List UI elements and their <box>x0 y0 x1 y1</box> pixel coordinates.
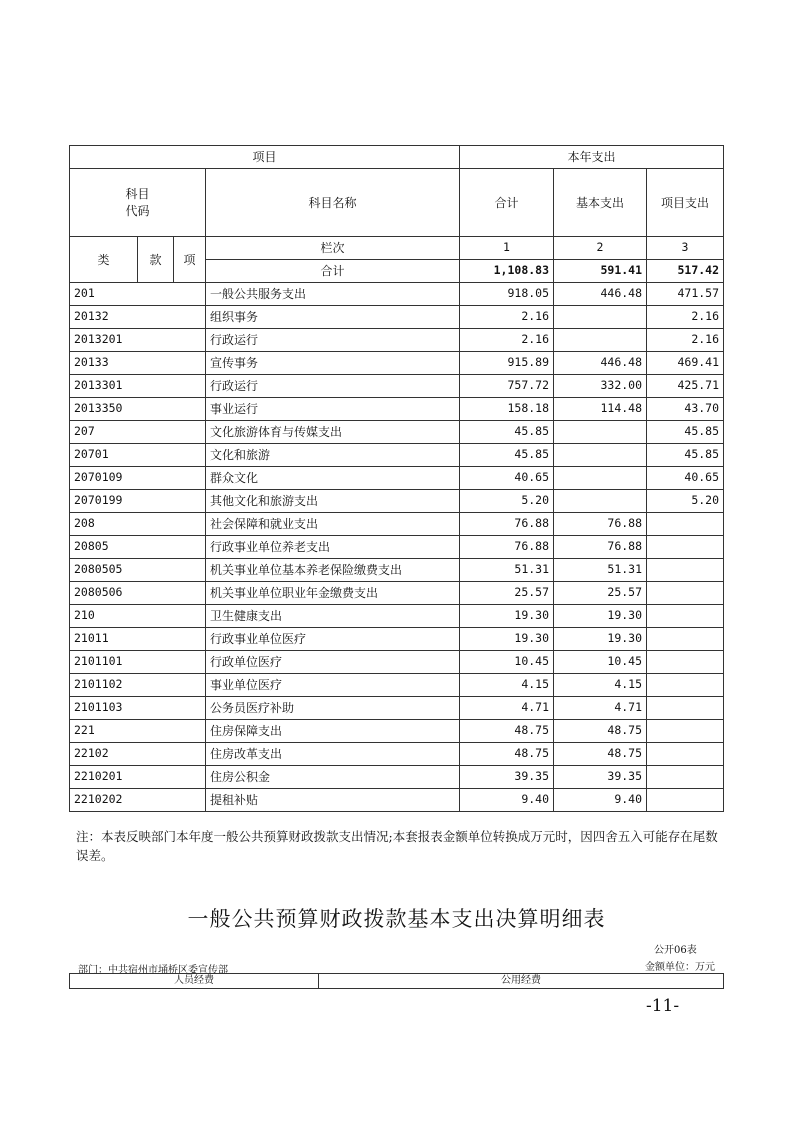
row-project <box>647 628 724 651</box>
row-basic: 446.48 <box>554 283 647 306</box>
row-project <box>647 536 724 559</box>
row-subject-name: 一般公共服务支出 <box>206 283 460 306</box>
row-basic: 332.00 <box>554 375 647 398</box>
row-code: 20133 <box>70 352 206 375</box>
row-project <box>647 720 724 743</box>
department-label: 部门：中共宿州市埇桥区委宣传部 <box>78 965 228 976</box>
row-project <box>647 582 724 605</box>
row-total: 2.16 <box>460 306 554 329</box>
row-code: 20132 <box>70 306 206 329</box>
row-project: 469.41 <box>647 352 724 375</box>
row-total: 4.15 <box>460 674 554 697</box>
table-row <box>70 352 724 375</box>
amount-unit: 金额单位：万元 <box>645 962 715 973</box>
row-total: 45.85 <box>460 444 554 467</box>
row-code: 2101103 <box>70 697 206 720</box>
row-basic <box>554 306 647 329</box>
row-basic: 10.45 <box>554 651 647 674</box>
table-row <box>70 651 724 674</box>
row-basic <box>554 490 647 513</box>
row-basic: 19.30 <box>554 628 647 651</box>
row-total: 19.30 <box>460 605 554 628</box>
sum-basic: 591.41 <box>554 260 647 283</box>
row-project: 40.65 <box>647 467 724 490</box>
row-subject-name: 宣传事务 <box>206 352 460 375</box>
table-row <box>70 743 724 766</box>
row-project <box>647 766 724 789</box>
column-1: 1 <box>460 237 554 260</box>
row-project: 471.57 <box>647 283 724 306</box>
row-project <box>647 789 724 812</box>
header-basic: 基本支出 <box>554 169 647 237</box>
row-subject-name: 事业运行 <box>206 398 460 421</box>
row-project <box>647 674 724 697</box>
row-project: 5.20 <box>647 490 724 513</box>
header-year-expense: 本年支出 <box>460 146 724 169</box>
row-subject-name: 卫生健康支出 <box>206 605 460 628</box>
row-subject-name: 机关事业单位职业年金缴费支出 <box>206 582 460 605</box>
row-basic: 39.35 <box>554 766 647 789</box>
table-row <box>70 536 724 559</box>
row-basic <box>554 421 647 444</box>
row-project: 45.85 <box>647 421 724 444</box>
header-project-expense: 项目支出 <box>647 169 724 237</box>
page-number: -11- <box>646 996 680 1016</box>
expense-table <box>69 145 724 812</box>
row-code: 2210201 <box>70 766 206 789</box>
row-total: 39.35 <box>460 766 554 789</box>
row-total: 25.57 <box>460 582 554 605</box>
row-total: 757.72 <box>460 375 554 398</box>
basic-expense-table <box>69 973 724 989</box>
row-basic: 51.31 <box>554 559 647 582</box>
row-subject-name: 行政单位医疗 <box>206 651 460 674</box>
row-code: 210 <box>70 605 206 628</box>
row-project: 2.16 <box>647 329 724 352</box>
row-project <box>647 559 724 582</box>
row-code: 2070109 <box>70 467 206 490</box>
header-project: 项目 <box>70 146 460 169</box>
table-row <box>70 559 724 582</box>
row-total: 51.31 <box>460 559 554 582</box>
row-code: 22102 <box>70 743 206 766</box>
table-row <box>70 490 724 513</box>
row-total: 76.88 <box>460 536 554 559</box>
row-code: 2080506 <box>70 582 206 605</box>
row-total: 9.40 <box>460 789 554 812</box>
row-total: 4.71 <box>460 697 554 720</box>
row-project: 2.16 <box>647 306 724 329</box>
table-row <box>70 444 724 467</box>
row-project <box>647 697 724 720</box>
row-basic: 19.30 <box>554 605 647 628</box>
sum-label: 合计 <box>206 260 460 283</box>
table2-title: 一般公共预算财政拨款基本支出决算明细表 <box>187 907 606 931</box>
row-subject-name: 行政事业单位医疗 <box>206 628 460 651</box>
row-code: 2210202 <box>70 789 206 812</box>
row-project <box>647 605 724 628</box>
row-code: 2101102 <box>70 674 206 697</box>
row-total: 45.85 <box>460 421 554 444</box>
column-3: 3 <box>647 237 724 260</box>
row-subject-name: 住房改革支出 <box>206 743 460 766</box>
row-subject-name: 机关事业单位基本养老保险缴费支出 <box>206 559 460 582</box>
row-total: 10.45 <box>460 651 554 674</box>
row-basic: 4.15 <box>554 674 647 697</box>
row-subject-name: 其他文化和旅游支出 <box>206 490 460 513</box>
row-code: 2070199 <box>70 490 206 513</box>
table-row <box>70 720 724 743</box>
row-subject-name: 提租补贴 <box>206 789 460 812</box>
header-xiang: 项 <box>174 237 206 283</box>
row-basic <box>554 444 647 467</box>
table-row <box>70 674 724 697</box>
row-basic <box>554 467 647 490</box>
row-code: 2013201 <box>70 329 206 352</box>
header-subject-name: 科目名称 <box>206 169 460 237</box>
column-2: 2 <box>554 237 647 260</box>
row-code: 221 <box>70 720 206 743</box>
row-subject-name: 公务员医疗补助 <box>206 697 460 720</box>
row-basic: 446.48 <box>554 352 647 375</box>
row-project <box>647 513 724 536</box>
table-row <box>70 766 724 789</box>
row-basic: 76.88 <box>554 513 647 536</box>
table-row <box>70 467 724 490</box>
table-note: 注：本表反映部门本年度一般公共预算财政拨款支出情况;本套报表金额单位转换成万元时，因四舍五入可能存在尾数误差。 <box>76 829 718 863</box>
row-total: 19.30 <box>460 628 554 651</box>
row-subject-name: 行政运行 <box>206 329 460 352</box>
row-basic: 9.40 <box>554 789 647 812</box>
sum-project: 517.42 <box>647 260 724 283</box>
row-subject-name: 行政事业单位养老支出 <box>206 536 460 559</box>
row-total: 918.05 <box>460 283 554 306</box>
row-subject-name: 文化旅游体育与传媒支出 <box>206 421 460 444</box>
row-code: 2013350 <box>70 398 206 421</box>
col-personnel-expense: 人员经费 <box>70 974 319 989</box>
row-project: 45.85 <box>647 444 724 467</box>
header-column-order: 栏次 <box>206 237 460 260</box>
row-basic: 25.57 <box>554 582 647 605</box>
sum-total: 1,108.83 <box>460 260 554 283</box>
table-row <box>70 605 724 628</box>
row-subject-name: 组织事务 <box>206 306 460 329</box>
row-basic <box>554 329 647 352</box>
row-subject-name: 文化和旅游 <box>206 444 460 467</box>
row-basic: 48.75 <box>554 743 647 766</box>
row-total: 48.75 <box>460 743 554 766</box>
row-code: 207 <box>70 421 206 444</box>
row-code: 21011 <box>70 628 206 651</box>
row-code: 201 <box>70 283 206 306</box>
row-project <box>647 651 724 674</box>
row-basic: 76.88 <box>554 536 647 559</box>
row-basic: 114.48 <box>554 398 647 421</box>
header-total: 合计 <box>460 169 554 237</box>
row-code: 208 <box>70 513 206 536</box>
table-row <box>70 306 724 329</box>
table-row <box>70 421 724 444</box>
row-total: 40.65 <box>460 467 554 490</box>
table-row <box>70 628 724 651</box>
table-row <box>70 513 724 536</box>
row-code: 20805 <box>70 536 206 559</box>
table-row <box>70 697 724 720</box>
row-total: 158.18 <box>460 398 554 421</box>
col-public-expense: 公用经费 <box>319 974 724 989</box>
table-row <box>70 398 724 421</box>
row-code: 20701 <box>70 444 206 467</box>
row-subject-name: 住房保障支出 <box>206 720 460 743</box>
table-row <box>70 283 724 306</box>
table-row <box>70 582 724 605</box>
row-total: 48.75 <box>460 720 554 743</box>
header-lei: 类 <box>70 237 138 283</box>
header-kuan: 款 <box>138 237 174 283</box>
row-total: 2.16 <box>460 329 554 352</box>
row-project <box>647 743 724 766</box>
row-total: 5.20 <box>460 490 554 513</box>
row-code: 2101101 <box>70 651 206 674</box>
row-total: 76.88 <box>460 513 554 536</box>
row-code: 2013301 <box>70 375 206 398</box>
header-code: 科目 代码 <box>70 169 206 237</box>
row-subject-name: 社会保障和就业支出 <box>206 513 460 536</box>
row-basic: 4.71 <box>554 697 647 720</box>
row-total: 915.89 <box>460 352 554 375</box>
row-subject-name: 行政运行 <box>206 375 460 398</box>
table-row <box>70 789 724 812</box>
row-code: 2080505 <box>70 559 206 582</box>
row-project: 43.70 <box>647 398 724 421</box>
table-row <box>70 375 724 398</box>
row-subject-name: 事业单位医疗 <box>206 674 460 697</box>
row-subject-name: 群众文化 <box>206 467 460 490</box>
form-number: 公开06表 <box>654 945 697 956</box>
row-project: 425.71 <box>647 375 724 398</box>
row-basic: 48.75 <box>554 720 647 743</box>
row-subject-name: 住房公积金 <box>206 766 460 789</box>
table-row <box>70 329 724 352</box>
